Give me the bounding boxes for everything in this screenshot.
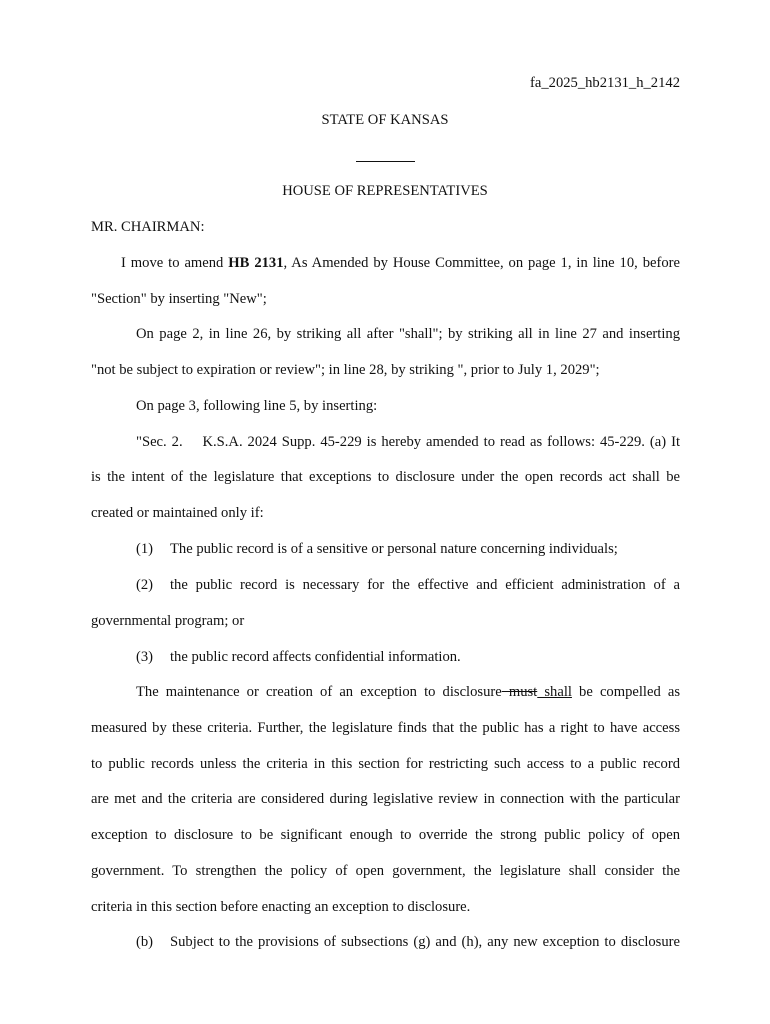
item-text: The public record is of a sensitive or personal nature concerning individuals; [170, 541, 618, 557]
page2-line-1: On page 2, in line 26, by striking all after "shall"; by striking all in line 27 and inserting [136, 326, 680, 342]
item-text: the public record affects confidential information. [170, 649, 461, 665]
page3-instruction: On page 3, following line 5, by inserting: [136, 398, 378, 414]
subsection-b [136, 933, 680, 951]
item-text: the public record is necessary for the effective and efficient administration of a [170, 577, 680, 593]
chamber-heading: HOUSE OF REPRESENTATIVES [282, 183, 488, 199]
maintenance-line: to public records unless the criteria in this section for restricting such access to a public record [91, 756, 680, 772]
motion-rest: , As Amended by House Committee, on page 1, in line 10, before [283, 255, 680, 271]
bill-number: HB 2131 [228, 255, 284, 271]
maintenance-line-1 [136, 683, 680, 701]
motion-line-1 [121, 254, 680, 272]
sec2-line-2: is the intent of the legislature that exceptions to disclosure under the open records act shall be [91, 469, 680, 485]
motion-intro: I move to amend [121, 255, 229, 271]
list-item [136, 576, 680, 594]
list-item-continuation: governmental program; or [91, 613, 245, 629]
maintenance-line: exception to disclosure to be significant enough to override the strong public policy of open [91, 827, 680, 843]
subsection-number: (b) [136, 934, 154, 950]
maintenance-line: are met and the criteria are considered during legislative review in connection with the particular [91, 791, 680, 807]
maintenance-text-end: be compelled as [571, 684, 681, 700]
salutation: MR. CHAIRMAN: [91, 219, 205, 235]
page2-line-2: "not be subject to expiration or review"; in line 28, by striking ", prior to July 1, 2029"; [91, 362, 600, 378]
motion-line-2: "Section" by inserting "New"; [91, 291, 267, 307]
subsection-text: Subject to the provisions of subsections (g) and (h), any new exception to disclosure [170, 934, 680, 950]
list-item [136, 648, 461, 666]
item-number: (2) [136, 577, 154, 593]
state-heading: STATE OF KANSAS [321, 112, 449, 128]
heading-rule [356, 161, 415, 162]
maintenance-line: measured by these criteria. Further, the legislature finds that the public has a right to have access [91, 720, 680, 736]
inserted-word: shall [537, 684, 572, 700]
maintenance-line-last: criteria in this section before enacting an exception to disclosure. [91, 899, 471, 915]
struck-word: must [501, 684, 538, 700]
sec2-line-3: created or maintained only if: [91, 505, 264, 521]
list-item [136, 540, 618, 558]
maintenance-line: government. To strengthen the policy of open government, the legislature shall consider the [91, 863, 680, 879]
sec2-line-1: "Sec. 2. K.S.A. 2024 Supp. 45-229 is hereby amended to read as follows: 45-229. (a) It [136, 434, 680, 450]
item-number: (1) [136, 541, 154, 557]
item-number: (3) [136, 649, 154, 665]
document-reference: fa_2025_hb2131_h_2142 [530, 75, 680, 91]
maintenance-text: The maintenance or creation of an exception to disclosure [136, 684, 502, 700]
